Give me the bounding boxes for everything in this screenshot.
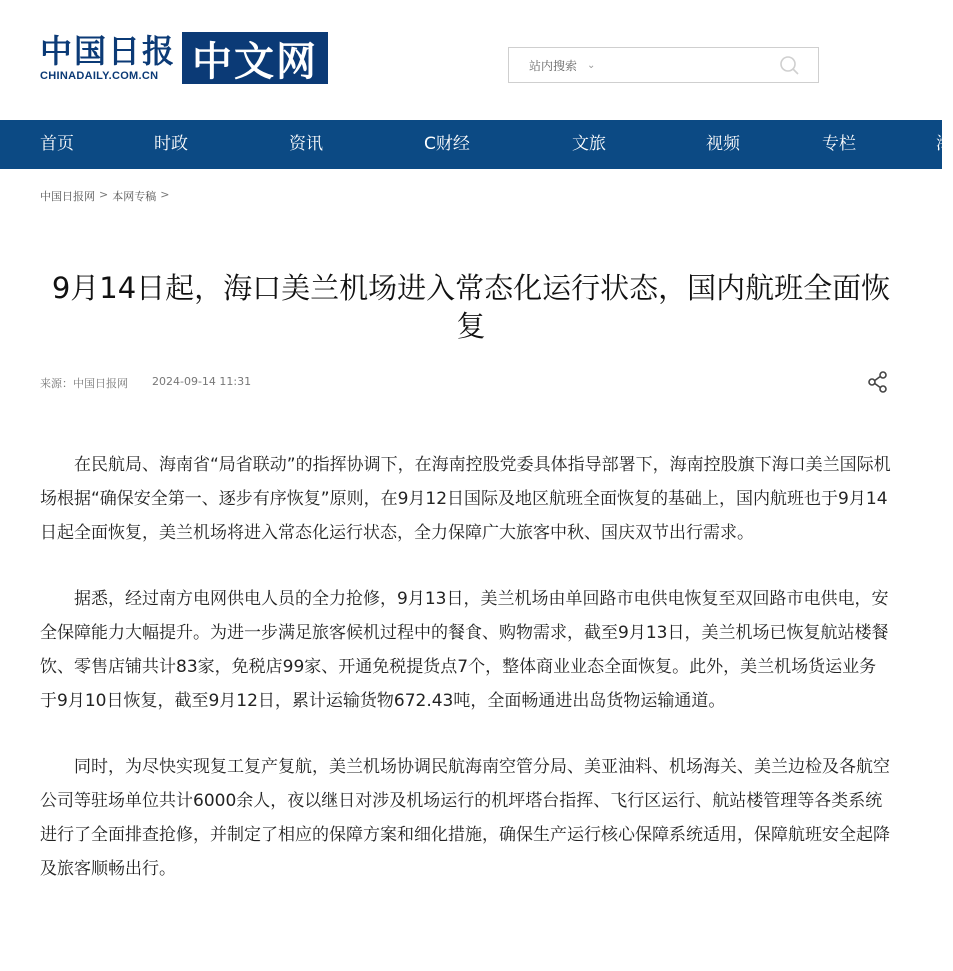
article-body [40, 448, 892, 886]
search-scope-select[interactable] [529, 48, 595, 82]
nav-item-finance[interactable]: C财经 [424, 134, 470, 154]
search-icon[interactable] [778, 54, 800, 76]
nav-item-overflow[interactable]: 海 [936, 134, 953, 154]
main-nav [0, 120, 953, 169]
logo-english-name: CHINADAILY.COM.CN [40, 70, 159, 82]
site-header [0, 0, 942, 120]
search-scope-label: 站内搜索 [529, 58, 578, 73]
nav-item-culture-travel[interactable]: 文旅 [572, 134, 606, 154]
search-input[interactable] [619, 52, 773, 80]
breadcrumb-item-home[interactable]: 中国日报网 [40, 190, 95, 203]
article-paragraph: 据悉，经过南方电网供电人员的全力抢修，9月13日，美兰机场由单回路市电供电恢复至双回路市电供电，安全保障能力大幅提升。为进一步满足旅客候机过程中的餐食、购物需求，截至9月13日，美兰机场已恢复航站楼餐饮、零售店铺共计83家，免税店99家、开通免税提货点7个，整体商业业态全面恢复。此外，美兰机场货运业务于9月10日恢复，截至9月12日，累计运输货物672.43吨，全面畅通进出岛货物运输通道。 [40, 589, 889, 711]
share-icon[interactable] [866, 370, 890, 394]
breadcrumb-separator: > [160, 188, 170, 201]
article-title: 9月14日起，海口美兰机场进入常态化运行状态，国内航班全面恢复 [51, 271, 891, 344]
nav-item-politics[interactable]: 时政 [154, 134, 188, 154]
nav-item-news[interactable]: 资讯 [289, 134, 323, 154]
search-box [508, 47, 819, 83]
article-meta [40, 375, 251, 391]
nav-item-columns[interactable]: 专栏 [822, 134, 856, 154]
breadcrumb [40, 188, 169, 204]
nav-item-video[interactable]: 视频 [706, 134, 740, 154]
article-source: 来源：中国日报网 [40, 377, 128, 390]
breadcrumb-separator: > [99, 188, 109, 201]
breadcrumb-item-section[interactable]: 本网专稿 [112, 190, 157, 203]
nav-item-home[interactable]: 首页 [40, 134, 74, 154]
logo-section-badge: 中文网 [182, 32, 328, 84]
article-paragraph: 在民航局、海南省“局省联动”的指挥协调下，在海南控股党委具体指导部署下，海南控股旗下海口美兰国际机场根据“确保安全第一、逐步有序恢复”原则，在9月12日国际及地区航班全面恢复的基础上，国内航班也于9月14日起全面恢复，美兰机场将进入常态化运行状态，全力保障广大旅客中秋、国庆双节出行需求。 [40, 455, 891, 543]
site-logo[interactable] [40, 30, 328, 86]
article-date: 2024-09-14 11:31 [152, 375, 252, 388]
logo-wordmark [40, 33, 176, 83]
chevron-down-icon: ⌄ [587, 59, 596, 71]
article-paragraph: 同时，为尽快实现复工复产复航，美兰机场协调民航海南空管分局、美亚油料、机场海关、美兰边检及各航空公司等驻场单位共计6000余人，夜以继日对涉及机场运行的机坪塔台指挥、飞行区运行、航站楼管理等各类系统进行了全面排查抢修，并制定了相应的保障方案和细化措施，确保生产运行核心保障系统适用，保障航班安全起降及旅客顺畅出行。 [40, 757, 890, 879]
logo-chinese-name: 中国日报 [40, 32, 177, 70]
